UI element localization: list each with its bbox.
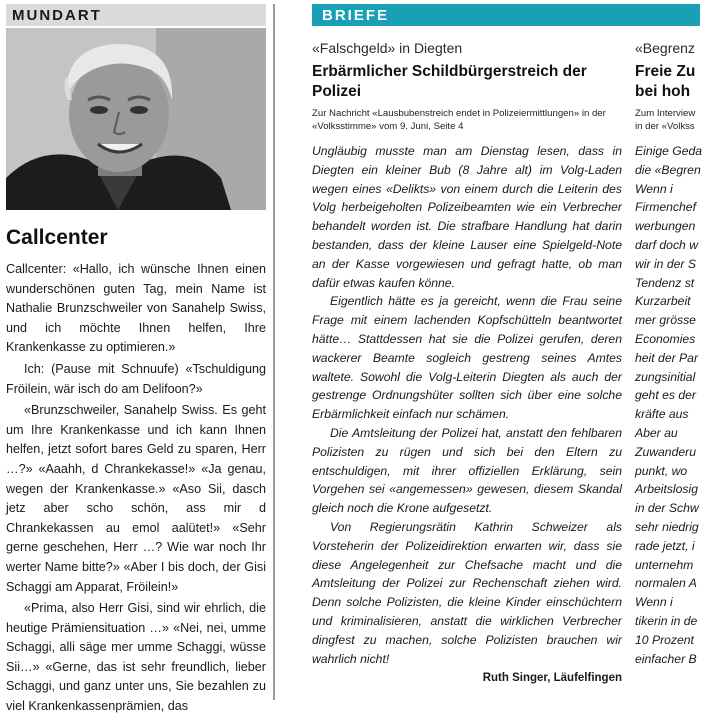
body-line: einfacher B [635, 651, 697, 666]
body-line: Wenn i [635, 181, 673, 196]
column-body [6, 260, 266, 717]
paragraph: «Prima, also Herr Gisi, sind wir ehrlich, die heutige Prämiensituation …» «Nei, nei, umme Schaggi, alli säge mer umme Schaggi, wüsse Sii…» «Gerne, das ist sehr freundlich, lieber Schaggi, und ganz unter uns, Sie bezahlen zu viel Krankenkassenprämien, das [6, 601, 266, 714]
letter-article-cutoff [635, 4, 705, 700]
body-line: mer grösse [635, 313, 696, 328]
body-line: Firmenchef [635, 200, 696, 215]
section-header-mundart: MUNDART [6, 4, 266, 26]
body-line: darf doch w [635, 237, 699, 252]
article-body [635, 142, 705, 668]
letter-article [312, 4, 622, 700]
body-line: Einige Geda [635, 144, 703, 158]
body-line: rade jetzt, i [635, 538, 695, 553]
body-line: sehr niedrig [635, 519, 699, 534]
paragraph: Eigentlich hätte es ja gereicht, wenn die Frau seine Frage mit einem lachenden Kopfschütteln beantwortet hätte… Stattdessen hat sie die Polizei gerufen, deren wackerer Beamte sogleich gestreng seines Amtes waltete. Sowohl die Volg-Leiterin Diegten als auch der gestrenge Ordnungshüter sollten sich über eine solche Erbärmlichkeit einfach nur schämen. [312, 294, 622, 422]
body-line: Kurzarbeit [635, 294, 691, 309]
article-headline: Erbärmlicher Schildbürgerstreich der Polizei [312, 63, 587, 100]
headline-line: bei hoh [635, 83, 691, 100]
body-line: Arbeitslosig [635, 482, 698, 497]
paragraph: Callcenter: «Hallo, ich wünsche Ihnen einen wunderschönen guten Tag, mein Name ist Nathalie Brunzschweiler von Sanahelp Swiss, und ich möchte Ihnen helfen, Ihre Krankenkasse zu optimieren.» [6, 262, 266, 355]
section-header-briefe: BRIEFE [312, 4, 700, 26]
body-line: punkt, wo [635, 463, 688, 478]
article-reference: Zur Nachricht «Lausbubenstreich endet in Polizeiermittlungen» in der «Volksstimme» vom 9. Juni, Seite 4 [312, 108, 606, 132]
article-headline [635, 62, 705, 102]
paragraph: Ich: (Pause mit Schnuufe) «Tschuldigung Fröilein, wär isch do am Delifoon?» [6, 361, 266, 396]
paragraph: Ungläubig musste man am Dienstag lesen, dass in Diegten ein kleiner Bub (8 Jahre alt) im Volg-Laden wegen eines «Delikts» von einem durch die Leiterin des Volg herbeigeholten Polizeibeamten wie ein Verbrecher behandelt worden ist. Die strafbare Handlung hat darin bestanden, dass der kleine Lauser eine Spielgeld-Note an der Kasse vorgewiesen und gefragt hatte, ob man dafür etwas kaufen könne. [312, 144, 622, 290]
reference-line: Zum Interview [635, 108, 696, 119]
body-line: werbungen [635, 219, 696, 234]
body-line: Tendenz st [635, 275, 695, 290]
body-line: normalen A [635, 576, 697, 591]
body-line: die «Begren [635, 162, 701, 177]
column-title: Callcenter [6, 226, 108, 249]
article-kicker: «Falschgeld» in Diegten [312, 40, 463, 56]
portrait-illustration [6, 28, 266, 210]
article-kicker: «Begrenz [635, 40, 695, 56]
body-line: tikerin in de [635, 613, 698, 628]
body-line: 10 Prozent [635, 632, 694, 647]
article-reference [635, 107, 705, 133]
paragraph: «Brunzschweiler, Sanahelp Swiss. Es geht um Ihre Krankenkasse und ich kann Ihnen helfen, jetzt sofort bares Geld zu sparen, Herr …?» «Aaahh, d Chrankekasse!» «Ja genau, wegen der Krankenkasse.» «Aso Sii, dasch jetz aber scho schön, ass mir d Chrankekassen au emol aalütet!» «Sehr gerne geschehen, Herr …? Wie war noch Ihr werter Name bitte?» «Aber I bis doch, der Gisi Schaggi am Apparat, Fröilein!» [6, 403, 266, 594]
mundart-column [6, 4, 266, 714]
body-line: kräfte aus [635, 407, 689, 422]
body-line: unternehm [635, 557, 694, 572]
article-body [312, 142, 622, 668]
author-portrait-photo [6, 28, 266, 210]
body-line: zungsinitial [635, 369, 696, 384]
body-line: Aber au [635, 425, 678, 440]
column-divider [273, 4, 275, 700]
body-line: in der Schw [635, 501, 699, 516]
body-line: wir in der S [635, 256, 696, 271]
headline-line: Freie Zu [635, 63, 696, 80]
body-line: Economies [635, 331, 696, 346]
paragraph: Von Regierungsrätin Kathrin Schweizer als Vorsteherin der Polizeidirektion erwarten wir, dass sie diese Angelegenheit zur Chefsache macht und die Amtsleitung der Polizei zur Rechenschaft ziehen wird. Denn solche Polizisten, die kleine Kinder einschüchtern und kriminalisieren, anstatt die wirklichen Verbrecher dingfest zu machen, solche Polizisten brauchen wir wahrlich nicht! [312, 519, 622, 666]
reference-line: in der «Volkss [635, 121, 695, 132]
body-line: Wenn i [635, 595, 673, 610]
letter-signature: Ruth Singer, Läufelfingen [482, 672, 622, 685]
body-line: geht es der [635, 388, 696, 403]
paragraph: Die Amtsleitung der Polizei hat, anstatt den fehlbaren Polizisten zu rügen und sich bei den Eltern zu entschuldigen, mit ihrer offiziellen Erklärung, sein Vorgehen sei «angemessen» gewesen, diesem Skandal gleich noch die Krone aufgesetzt. [312, 425, 622, 516]
body-line: heit der Par [635, 350, 699, 365]
body-line: Zuwanderu [635, 444, 696, 459]
